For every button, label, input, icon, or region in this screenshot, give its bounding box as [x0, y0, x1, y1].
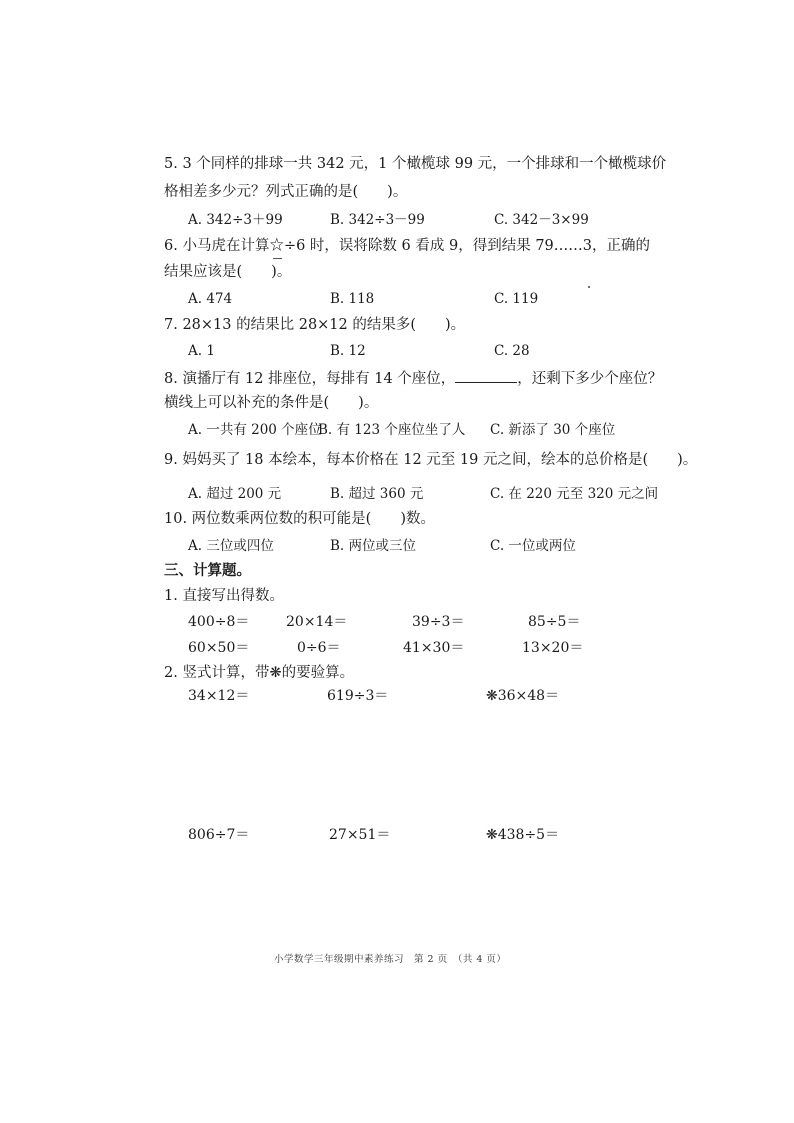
- q9-line1: 9. 妈妈买了 18 本绘本，每本价格在 12 元至 19 元之间，绘本的总价格是( )。: [164, 452, 698, 468]
- q8-line1-after: ，还剩下多少个座位？: [517, 371, 663, 387]
- q9-option-b: B. 超过 360 元: [330, 486, 424, 502]
- q7-line1: 7. 28×13 的结果比 28×12 的结果多( )。: [164, 317, 466, 333]
- q7-option-b: B. 12: [330, 343, 366, 359]
- scan-dot: [588, 286, 590, 288]
- calc-item: 39÷3＝: [412, 614, 465, 630]
- q10-option-b: B. 两位或三位: [330, 538, 417, 554]
- q8-line1-before: 8. 演播厅有 12 排座位，每排有 14 个座位，: [164, 371, 456, 387]
- q5-option-b: B. 342÷3－99: [330, 212, 425, 228]
- q9-option-a: A. 超过 200 元: [188, 486, 282, 502]
- q6-option-c: C. 119: [494, 291, 539, 307]
- vertical-calc-item: ❋438÷5＝: [486, 827, 560, 843]
- q7-option-a: A. 1: [188, 343, 215, 359]
- q7-option-c: C. 28: [494, 343, 530, 359]
- page-footer: 小学数学三年级期中素养练习 第 2 页 （共 4 页）: [274, 954, 507, 965]
- section3-part1-title: 1. 直接写出得数。: [164, 588, 284, 604]
- vertical-calc-item: 806÷7＝: [188, 827, 250, 843]
- q5-option-a: A. 342÷3＋99: [188, 212, 283, 228]
- section3-title: 三、计算题。: [164, 562, 251, 579]
- q5-line2: 格相差多少元？列式正确的是( )。: [164, 184, 408, 200]
- q10-option-a: A. 三位或四位: [188, 538, 274, 554]
- q8-line1: [164, 368, 662, 388]
- q10-option-c: C. 一位或两位: [490, 538, 576, 554]
- calc-item: 0÷6＝: [297, 640, 341, 656]
- vertical-calc-item: 27×51＝: [329, 827, 391, 843]
- vertical-calc-item: ❋36×48＝: [486, 688, 560, 704]
- q5-line1: 5. 3 个同样的排球一共 342 元，1 个橄榄球 99 元，一个排球和一个橄榄球价: [164, 156, 667, 172]
- q8-option-a: A. 一共有 200 个座位: [188, 422, 322, 438]
- calc-item: 400÷8＝: [188, 614, 250, 630]
- q5-option-c: C. 342－3×99: [494, 212, 589, 228]
- q8-line2: 横线上可以补充的条件是( )。: [164, 395, 379, 411]
- calc-item: 60×50＝: [188, 640, 250, 656]
- q6-line1: 6. 小马虎在计算☆÷6 时，误将除数 6 看成 9，得到结果 79……3，正确的: [164, 238, 650, 254]
- calc-item: 20×14＝: [286, 614, 348, 630]
- q6-line2: 结果应该是( )。: [164, 264, 292, 280]
- q9-option-c: C. 在 220 元至 320 元之间: [490, 486, 659, 502]
- vertical-calc-item: 619÷3＝: [327, 688, 389, 704]
- q6-option-a: A. 474: [188, 291, 233, 307]
- section3-part2-title: 2. 竖式计算，带❋的要验算。: [164, 665, 355, 681]
- calc-item: 85÷5＝: [528, 614, 581, 630]
- q10-line1: 10. 两位数乘两位数的积可能是( )数。: [164, 511, 435, 527]
- calc-item: 41×30＝: [403, 640, 465, 656]
- q6-option-b: B. 118: [330, 291, 375, 307]
- calc-item: 13×20＝: [522, 640, 584, 656]
- vertical-calc-item: 34×12＝: [188, 688, 250, 704]
- scan-mark: [273, 258, 282, 259]
- q8-option-b: B. 有 123 个座位坐了人: [318, 422, 466, 438]
- q8-answer-blank: [455, 368, 517, 383]
- q8-option-c: C. 新添了 30 个座位: [490, 422, 616, 438]
